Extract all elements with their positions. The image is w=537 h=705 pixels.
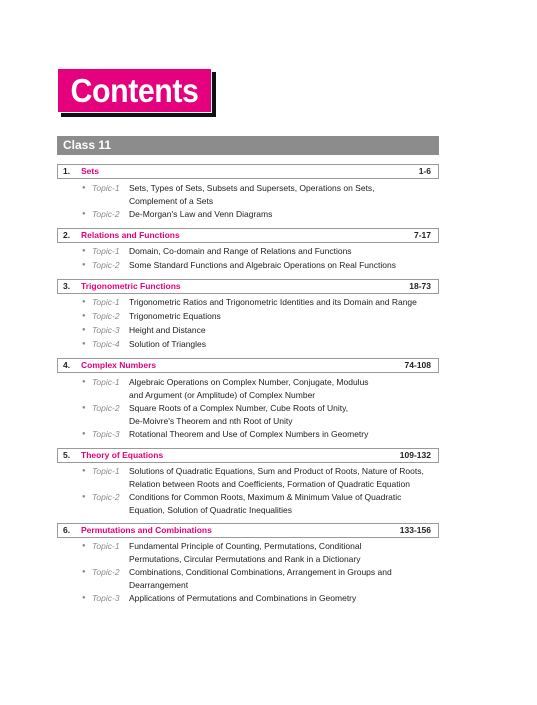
topic-text: Square Roots of a Complex Number, Cube Roots of Unity, De-Moivre's Theorem and nth Root of Unity [129,403,349,426]
chapter-title[interactable]: Relations and Functions [81,230,180,240]
topic-label: Topic-1 [92,466,120,476]
chapter-title[interactable]: Theory of Equations [81,450,164,460]
topic-label: Topic-2 [92,567,120,577]
bullet-icon: ● [82,313,86,319]
topic-text: Trigonometric Ratios and Trigonometric Identities and its Domain and Range [129,297,417,307]
chapter-number: 5. [63,450,71,460]
chapter-title[interactable]: Sets [81,166,99,176]
topic-label: Topic-3 [92,325,120,335]
topic-label: Topic-1 [92,541,120,551]
bullet-icon: ● [82,405,86,411]
class-heading: Class 11 [57,136,439,155]
bullet-icon: ● [82,299,86,305]
chapter-number: 2. [63,230,71,240]
topic-text: Algebraic Operations on Complex Number, Conjugate, Modulus and Argument (or Amplitude) of Complex Number [129,377,369,400]
chapter-header[interactable] [57,448,439,463]
bullet-icon: ● [82,327,86,333]
topic-text: Some Standard Functions and Algebraic Operations on Real Functions [129,260,396,270]
topic-label: Topic-1 [92,297,120,307]
topic-text: Domain, Co-domain and Range of Relations and Functions [129,246,352,256]
bullet-icon: ● [82,468,86,474]
chapter-pages: 7-17 [413,230,431,240]
chapter-header[interactable] [57,228,439,243]
topic-label: Topic-3 [92,593,120,603]
chapter-header[interactable] [57,358,439,373]
chapter-pages: 133-156 [399,525,431,535]
chapter-title[interactable]: Complex Numbers [81,360,157,370]
topic-text: De-Morgan's Law and Venn Diagrams [129,209,273,219]
chapter-number: 4. [63,360,71,370]
bullet-icon: ● [82,543,86,549]
topic-label: Topic-1 [92,246,120,256]
topic-label: Topic-2 [92,492,120,502]
bullet-icon: ● [82,262,86,268]
topic-text: Conditions for Common Roots, Maximum & Minimum Value of Quadratic Equation, Solution of Quadratic Inequalities [129,492,402,515]
topic-text: Rotational Theorem and Use of Complex Numbers in Geometry [129,429,369,439]
contents-title-block [57,68,216,117]
bullet-icon: ● [82,185,86,191]
chapter-pages: 74-108 [404,360,431,370]
chapter-header[interactable] [57,523,439,538]
chapter-header[interactable] [57,279,439,294]
topic-label: Topic-2 [92,403,120,413]
topic-label: Topic-4 [92,339,120,349]
topic-label: Topic-1 [92,377,120,387]
topic-text: Applications of Permutations and Combinations in Geometry [129,593,357,603]
bullet-icon: ● [82,341,86,347]
topic-text: Height and Distance [129,325,206,335]
topic-label: Topic-2 [92,209,120,219]
chapter-pages: 18-73 [409,281,431,291]
chapter-title[interactable]: Permutations and Combinations [81,525,212,535]
bullet-icon: ● [82,211,86,217]
chapter-number: 1. [63,166,71,176]
topic-text: Trigonometric Equations [129,311,221,321]
topic-label: Topic-3 [92,429,120,439]
topic-text: Solution of Triangles [129,339,207,349]
chapter-pages: 1-6 [418,166,431,176]
topic-label: Topic-2 [92,311,120,321]
chapter-pages: 109-132 [399,450,431,460]
chapter-number: 3. [63,281,71,291]
title-box [57,68,212,113]
chapter-header[interactable] [57,164,439,179]
bullet-icon: ● [82,379,86,385]
chapter-number: 6. [63,525,71,535]
chapter-title[interactable]: Trigonometric Functions [81,281,181,291]
bullet-icon: ● [82,494,86,500]
bullet-icon: ● [82,431,86,437]
bullet-icon: ● [82,569,86,575]
topic-text: Sets, Types of Sets, Subsets and Supersets, Operations on Sets, Complement of a Sets [129,183,375,206]
topic-text: Solutions of Quadratic Equations, Sum and Product of Roots, Nature of Roots, Relation between Roots and Coefficients, Formation of Quadratic Equation [129,466,424,489]
topic-label: Topic-1 [92,183,120,193]
bullet-icon: ● [82,595,86,601]
topic-label: Topic-2 [92,260,120,270]
topic-text: Fundamental Principle of Counting, Permutations, Conditional Permutations, Circular Permutations and Rank in a Dictionary [129,541,362,564]
page-title: Contents [70,71,199,109]
topic-text: Combinations, Conditional Combinations, Arrangement in Groups and Dearrangement [129,567,392,590]
bullet-icon: ● [82,248,86,254]
